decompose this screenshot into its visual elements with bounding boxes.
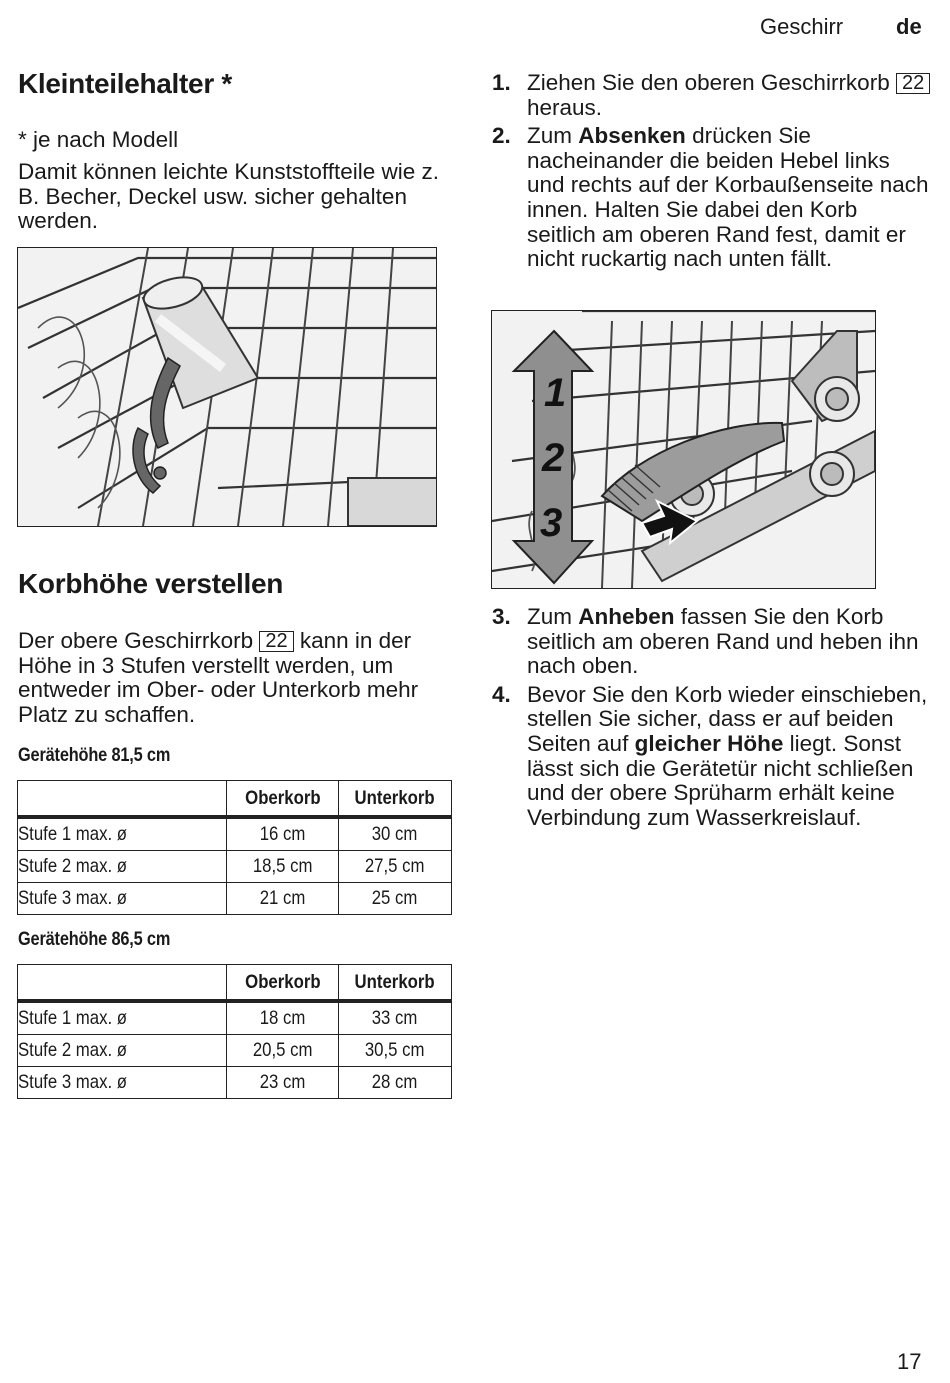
value-text: 33 cm — [372, 1007, 418, 1029]
value-text: 18 cm — [259, 1007, 306, 1029]
table-row — [18, 1001, 452, 1035]
value-text: 16 cm — [259, 823, 306, 845]
oberkorb-value — [227, 1067, 339, 1099]
oberkorb-value — [227, 883, 339, 915]
unterkorb-value — [339, 817, 452, 851]
step-text: fassen Sie den Korb seitlich am oberen Rand und heben ihn nach oben. — [527, 604, 919, 679]
value-text: 30 cm — [372, 823, 418, 845]
table-row — [18, 851, 452, 883]
value-text: 25 cm — [372, 887, 418, 909]
column-header-oberkorb — [227, 781, 339, 818]
row-label — [18, 817, 227, 851]
table-header-row — [18, 781, 452, 818]
lever-adjust-drawing — [492, 311, 875, 588]
basket-lever-illustration — [491, 310, 876, 589]
column-header-unterkorb — [339, 781, 452, 818]
intro-text-end: kann in der Höhe in 3 Stufen verstellt werden, um entweder im Ober- oder Unterkorb mehr Platz zu schaffen. — [18, 628, 419, 727]
step-emphasis: Anheben — [578, 604, 675, 629]
level-label-2: 2 — [542, 436, 565, 480]
step-text: heraus. — [527, 94, 603, 120]
korbhoehe-intro — [18, 629, 458, 727]
unterkorb-value — [339, 883, 452, 915]
value-text: 21 cm — [259, 887, 306, 909]
step-item — [492, 605, 932, 679]
table-header-row — [18, 965, 452, 1002]
basket-holder-drawing — [18, 248, 436, 526]
level-label-1: 1 — [544, 371, 567, 415]
unterkorb-value — [339, 1035, 452, 1067]
level-label-3: 3 — [540, 501, 563, 545]
page-number: 17 — [897, 1349, 922, 1374]
model-note: * je nach Modell — [18, 127, 179, 152]
row-label — [18, 1001, 227, 1035]
row-label-text: Stufe 1 max. ø — [18, 1007, 128, 1029]
value-text: 18,5 cm — [252, 855, 313, 877]
table-row — [18, 817, 452, 851]
steps-list-bottom — [492, 605, 932, 830]
oberkorb-value — [227, 1001, 339, 1035]
value-text: 27,5 cm — [365, 855, 425, 877]
step-number: 1. — [492, 70, 511, 95]
running-header-language: de — [896, 14, 922, 39]
height-table-81-5 — [17, 780, 452, 915]
oberkorb-value — [227, 1035, 339, 1067]
kleinteilehalter-heading: Kleinteilehalter * — [18, 68, 233, 99]
row-label-text: Stufe 1 max. ø — [18, 823, 128, 845]
running-header-section: Geschirr — [760, 14, 844, 39]
step-text: liegt. Sonst lässt sich die Gerätetür nicht schließen und der obere Sprüharm erhält keine Verbindung zum Wasserkreislauf. — [527, 730, 914, 830]
table-row — [18, 1035, 452, 1067]
unterkorb-label: Unterkorb — [354, 786, 436, 809]
table-header-empty — [18, 781, 227, 818]
step-text: Ziehen Sie den oberen Geschirrkorb — [527, 70, 896, 95]
table-1-title: Gerätehöhe 81,5 cm — [18, 745, 171, 766]
value-text: 28 cm — [372, 1071, 418, 1093]
row-label — [18, 851, 227, 883]
value-text: 23 cm — [259, 1071, 306, 1093]
step-text: drücken Sie nacheinander die beiden Hebel links und rechts auf der Korbaußenseite nach innen. Halten Sie dabei den Korb seitlich am oberen Rand fest, damit er nicht ruckartig nach unten fällt. — [527, 123, 929, 272]
table-row — [18, 1067, 452, 1099]
step-number: 3. — [492, 604, 511, 629]
step-emphasis: gleicher Höhe — [634, 730, 784, 756]
table-2-title: Gerätehöhe 86,5 cm — [18, 929, 171, 950]
row-label-text: Stufe 3 max. ø — [18, 1071, 128, 1093]
basket-reference-number: 22 — [896, 73, 930, 94]
unterkorb-value — [339, 1067, 452, 1099]
step-text: Zum — [527, 604, 579, 629]
step-text: Zum — [527, 123, 579, 149]
row-label-text: Stufe 2 max. ø — [18, 855, 128, 877]
unterkorb-value — [339, 1001, 452, 1035]
step-item — [492, 71, 932, 120]
intro-text-start: Der obere Geschirrkorb — [18, 628, 260, 653]
row-label-text: Stufe 2 max. ø — [18, 1039, 128, 1061]
oberkorb-value — [227, 851, 339, 883]
table-row — [18, 883, 452, 915]
value-text: 20,5 cm — [252, 1039, 313, 1061]
step-number: 4. — [492, 681, 511, 707]
height-table-86-5 — [17, 964, 452, 1099]
step-item — [492, 683, 932, 831]
step-item — [492, 124, 932, 272]
row-label — [18, 1035, 227, 1067]
value-text: 30,5 cm — [365, 1039, 425, 1061]
row-label — [18, 883, 227, 915]
kleinteilehalter-description: Damit können leichte Kunststoffteile wie z. B. Becher, Deckel usw. sicher gehalten werden. — [18, 159, 440, 233]
oberkorb-label: Oberkorb — [244, 786, 321, 809]
table-header-empty — [18, 965, 227, 1002]
oberkorb-label: Oberkorb — [244, 970, 321, 993]
row-label — [18, 1067, 227, 1099]
column-header-unterkorb — [339, 965, 452, 1002]
korbhoehe-heading: Korbhöhe verstellen — [18, 568, 284, 599]
step-number: 2. — [492, 123, 511, 149]
row-label-text: Stufe 3 max. ø — [18, 887, 128, 909]
oberkorb-value — [227, 817, 339, 851]
steps-list-top — [492, 71, 932, 272]
basket-reference-number: 22 — [259, 631, 293, 652]
step-text: Bevor Sie den Korb wieder einschieben, stellen Sie sicher, dass er auf beiden Seiten auf — [527, 681, 928, 756]
step-emphasis: Absenken — [578, 123, 686, 149]
small-parts-holder-illustration — [17, 247, 437, 527]
column-header-oberkorb — [227, 965, 339, 1002]
unterkorb-value — [339, 851, 452, 883]
unterkorb-label: Unterkorb — [354, 970, 436, 993]
